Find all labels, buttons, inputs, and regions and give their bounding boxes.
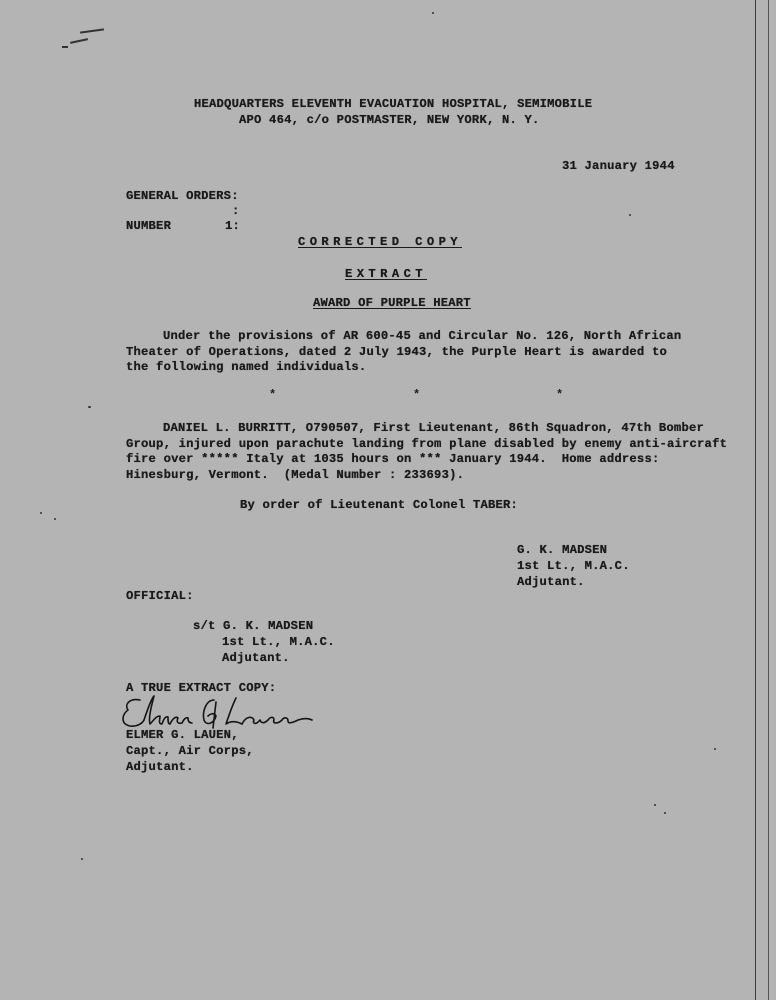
citation-line-3: fire over ***** Italy at 1035 hours on *** January 1944. Home address: <box>126 452 660 466</box>
award-title: AWARD OF PURPLE HEART <box>313 296 471 310</box>
adjutant-title: Adjutant. <box>517 575 585 589</box>
intro-line-2: Theater of Operations, dated 2 July 1943, the Purple Heart is awarded to <box>126 345 667 359</box>
citation-line-4: Hinesburg, Vermont. (Medal Number : 233693). <box>126 468 465 482</box>
page-edge-line <box>768 0 769 1000</box>
scan-mark-top-left <box>62 26 122 56</box>
official-line-3: Adjutant. <box>222 651 290 665</box>
extract-title: EXTRACT <box>345 267 427 281</box>
official-label: OFFICIAL: <box>126 589 194 603</box>
official-line-1: s/t G. K. MADSEN <box>193 619 314 633</box>
general-orders-label: GENERAL ORDERS: <box>126 189 239 203</box>
scan-speck <box>432 12 434 14</box>
header-line-1: HEADQUARTERS ELEVENTH EVACUATION HOSPITAL, SEMIMOBILE <box>194 97 593 111</box>
adjutant-name: G. K. MADSEN <box>517 543 608 557</box>
signer-title: Adjutant. <box>126 760 194 774</box>
scan-speck <box>654 804 656 806</box>
scan-speck <box>40 512 42 514</box>
adjutant-rank: 1st Lt., M.A.C. <box>517 559 630 573</box>
general-orders-colon: : <box>232 204 240 218</box>
intro-line-1: Under the provisions of AR 600-45 and Circular No. 126, North African <box>163 329 682 343</box>
scan-speck <box>81 858 83 860</box>
scan-speck <box>629 214 631 216</box>
signer-name: ELMER G. LAUEN, <box>126 728 239 742</box>
separator-star: * <box>556 388 564 402</box>
intro-line-3: the following named individuals. <box>126 360 367 374</box>
scan-speck <box>88 406 91 408</box>
number-value: 1: <box>225 219 241 233</box>
by-order-line: By order of Lieutenant Colonel TABER: <box>240 498 519 512</box>
number-label: NUMBER <box>126 219 172 233</box>
document-date: 31 January 1944 <box>562 159 675 173</box>
official-line-2: 1st Lt., M.A.C. <box>222 635 335 649</box>
scan-speck <box>664 812 666 814</box>
citation-line-1: DANIEL L. BURRITT, O790507, First Lieutenant, 86th Squadron, 47th Bomber <box>163 421 704 435</box>
separator-star: * <box>269 388 277 402</box>
page-edge-line <box>755 0 756 1000</box>
true-extract-label: A TRUE EXTRACT COPY: <box>126 681 277 695</box>
scan-speck <box>714 748 716 750</box>
signer-rank: Capt., Air Corps, <box>126 744 254 758</box>
scan-speck <box>54 518 56 520</box>
separator-star: * <box>413 388 421 402</box>
header-line-2: APO 464, c/o POSTMASTER, NEW YORK, N. Y. <box>239 113 540 127</box>
citation-line-2: Group, injured upon parachute landing from plane disabled by enemy anti-aircraft <box>126 437 728 451</box>
corrected-copy-title: CORRECTED COPY <box>298 235 462 249</box>
